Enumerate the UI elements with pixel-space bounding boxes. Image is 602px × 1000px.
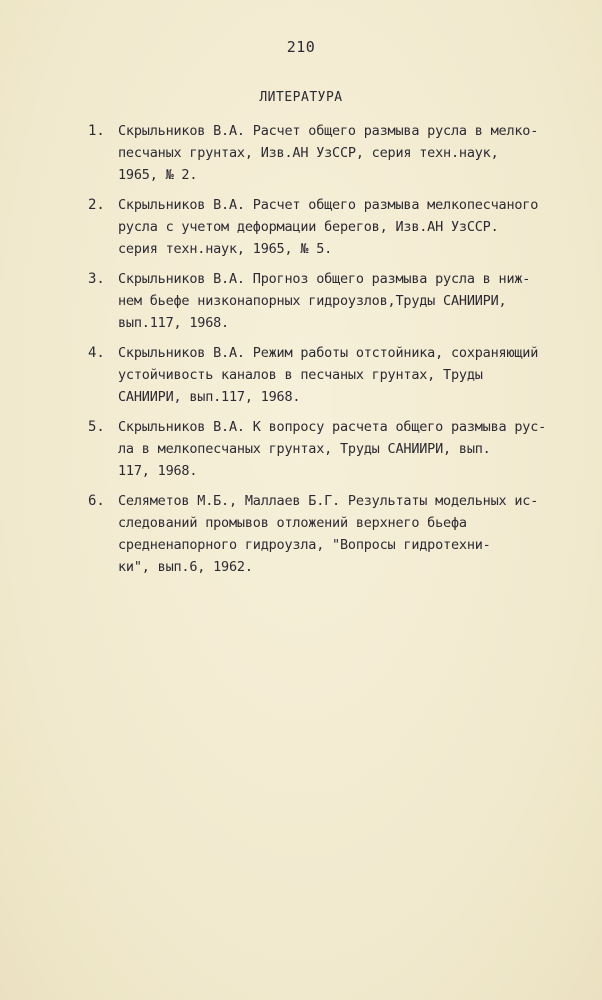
reference-item bbox=[88, 416, 588, 482]
page-number: 210 bbox=[286, 38, 316, 56]
reference-line: русла с учетом деформации берегов, Изв.АН УзССР. bbox=[118, 219, 499, 235]
reference-number: 2. bbox=[88, 197, 105, 213]
reference-line: Скрыльников В.А. Расчет общего размыва русла в мелко- bbox=[118, 123, 539, 139]
reference-line: 1965, № 2. bbox=[118, 167, 198, 183]
reference-line: песчаных грунтах, Изв.АН УзССР, серия техн.наук, bbox=[118, 145, 499, 161]
reference-line: Скрыльников В.А. Режим работы отстойника, сохраняющий bbox=[118, 345, 539, 361]
reference-line: 117, 1968. bbox=[118, 463, 198, 479]
reference-line: ла в мелкопесчаных грунтах, Труды САНИИРИ, вып. bbox=[118, 441, 491, 457]
reference-number: 6. bbox=[88, 493, 105, 509]
reference-list bbox=[88, 120, 588, 586]
reference-line: Скрыльников В.А. К вопросу расчета общего размыва рус- bbox=[118, 419, 547, 435]
reference-line: Селяметов М.Б., Маллаев Б.Г. Результаты модельных ис- bbox=[118, 493, 539, 509]
reference-line: нем бьефе низконапорных гидроузлов,Труды САНИИРИ, bbox=[118, 293, 507, 309]
reference-item bbox=[88, 194, 588, 260]
reference-item bbox=[88, 490, 588, 578]
reference-number: 1. bbox=[88, 123, 105, 139]
reference-line: Скрыльников В.А. Расчет общего размыва мелкопесчаного bbox=[118, 197, 539, 213]
reference-number: 3. bbox=[88, 271, 105, 287]
reference-number: 5. bbox=[88, 419, 105, 435]
section-heading: ЛИТЕРАТУРА bbox=[259, 90, 343, 105]
reference-line: Скрыльников В.А. Прогноз общего размыва русла в ниж- bbox=[118, 271, 531, 287]
reference-line: ки", вып.6, 1962. bbox=[118, 559, 253, 575]
reference-line: серия техн.наук, 1965, № 5. bbox=[118, 241, 333, 257]
reference-line: следований промывов отложений верхнего бьефа bbox=[118, 515, 467, 531]
reference-number: 4. bbox=[88, 345, 105, 361]
reference-line: вып.117, 1968. bbox=[118, 315, 229, 331]
reference-line: САНИИРИ, вып.117, 1968. bbox=[118, 389, 301, 405]
reference-item bbox=[88, 342, 588, 408]
reference-line: устойчивость каналов в песчаных грунтах, Труды bbox=[118, 367, 483, 383]
reference-item bbox=[88, 120, 588, 186]
reference-item bbox=[88, 268, 588, 334]
reference-line: средненапорного гидроузла, "Вопросы гидротехни- bbox=[118, 537, 491, 553]
